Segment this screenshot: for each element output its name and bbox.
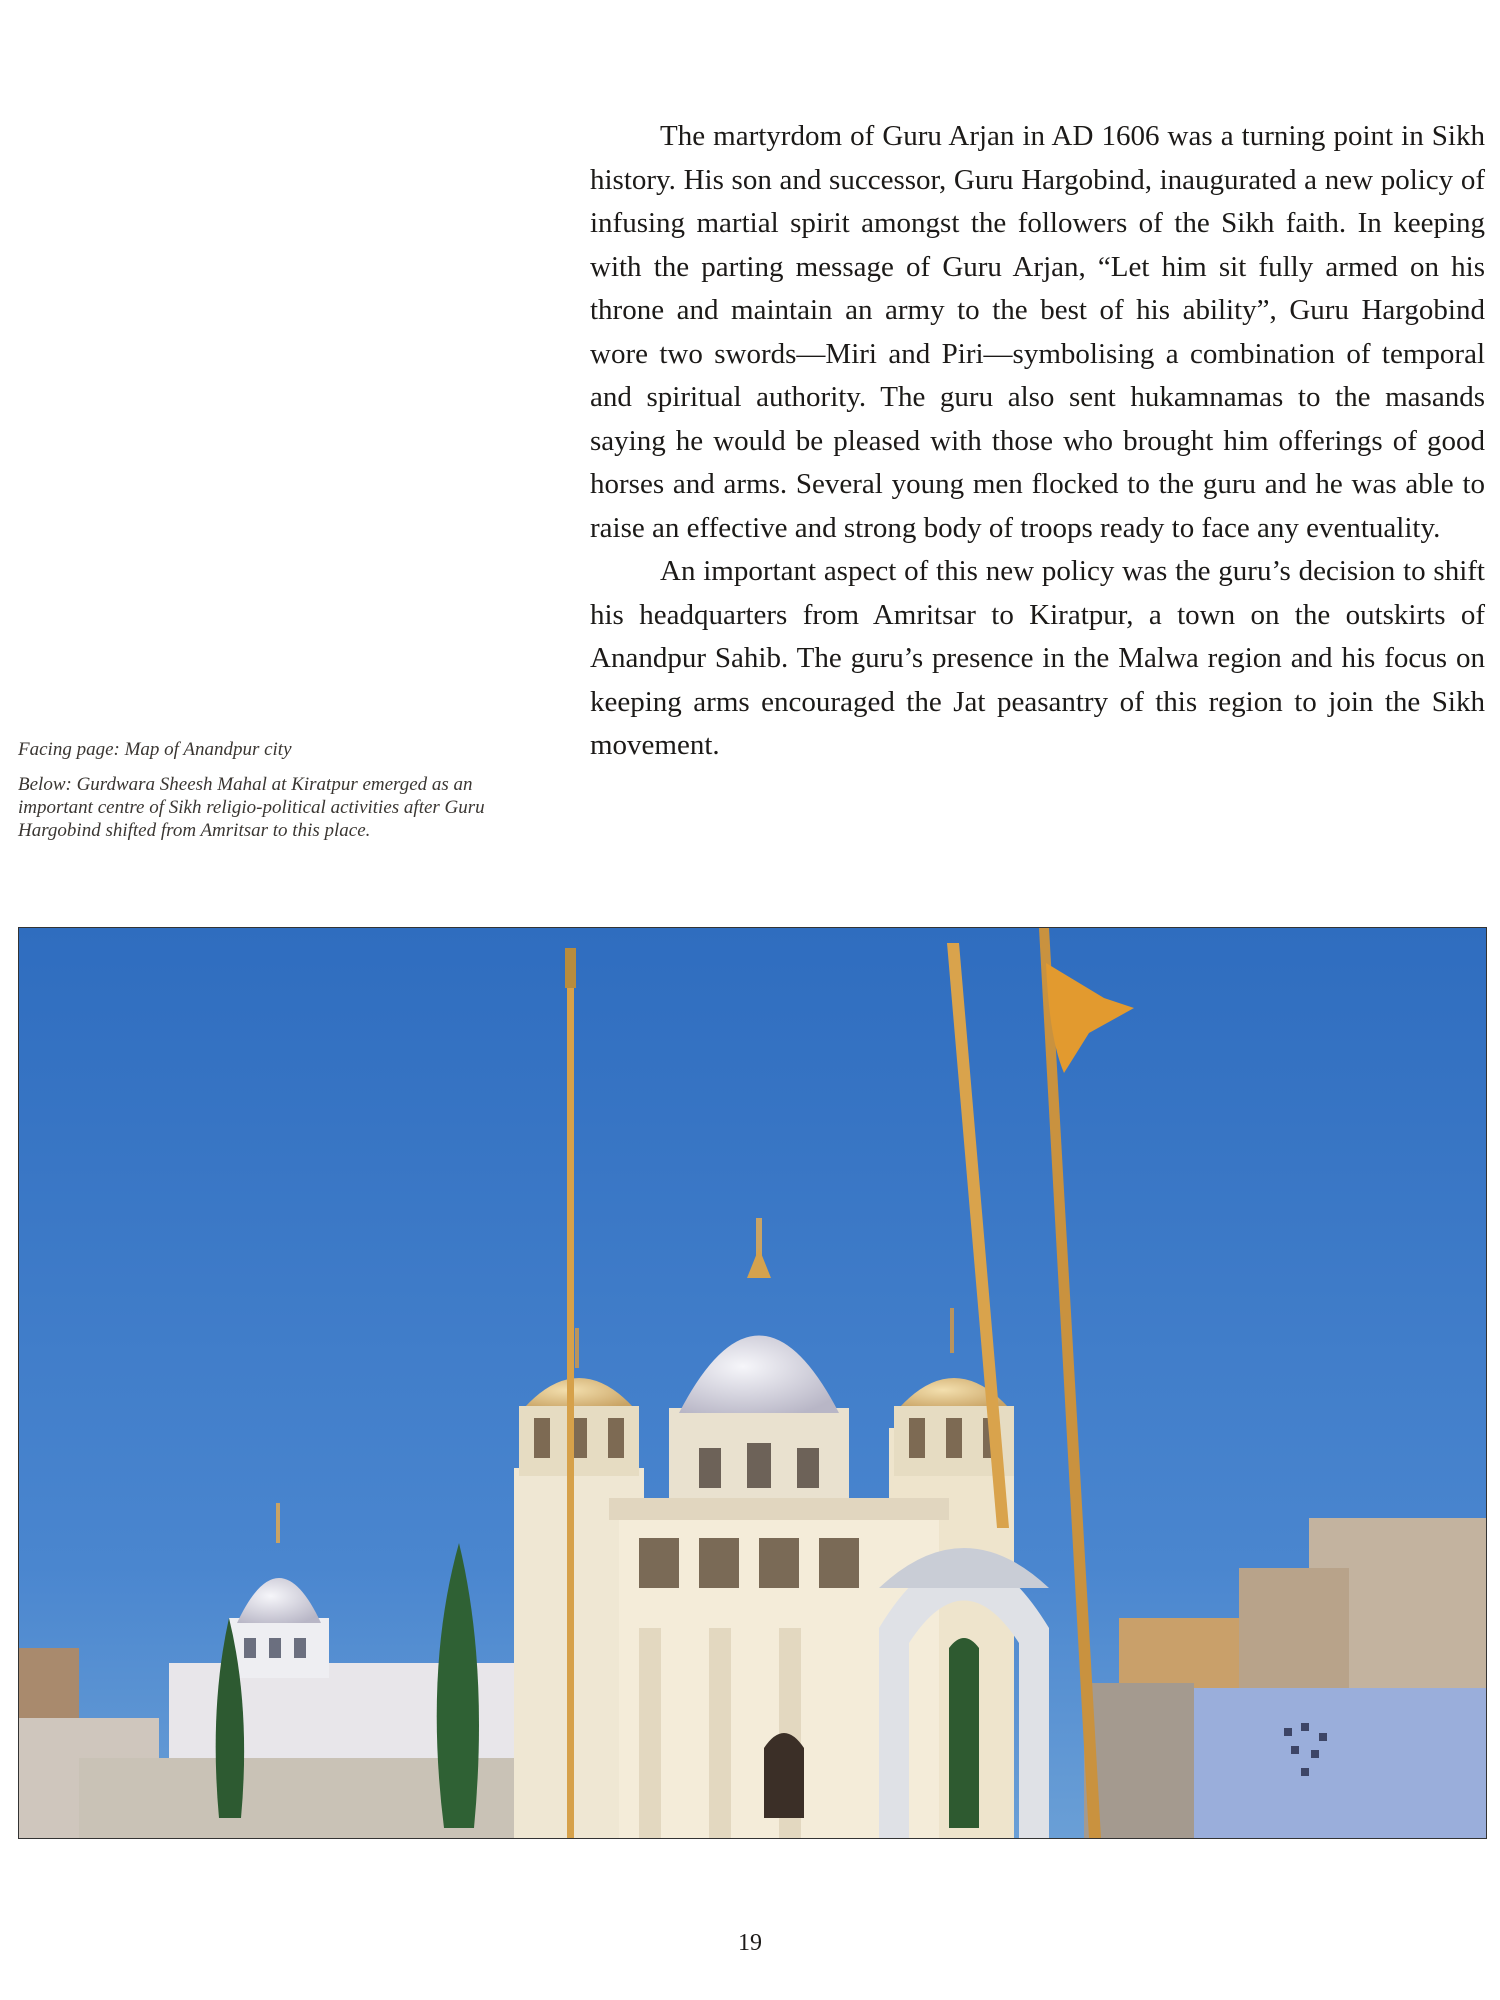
caption-block xyxy=(18,738,548,854)
caption-facing-page: Facing page: Map of Anandpur city xyxy=(18,739,292,760)
body-text xyxy=(590,115,1485,768)
caption-below: Below: Gurdwara Sheesh Mahal at Kiratpur emerged as an important centre of Sikh religio-political activities after Guru Hargobind shifted from Amritsar to this place. xyxy=(18,774,485,841)
paragraph-2: An important aspect of this new policy was the guru’s decision to shift his headquarters from Amritsar to Kiratpur, a town on the outskirts of Anandpur Sahib. The guru’s presence in the Malwa region and his focus on keeping arms encouraged the Jat peasantry of this region to join the Sikh movement. xyxy=(590,555,1485,761)
paragraph-1: The martyrdom of Guru Arjan in AD 1606 was a turning point in Sikh history. His son and successor, Guru Hargobind, inaugurated a new policy of infusing martial spirit amongst the followers of the Sikh faith. In keeping with the parting message of Guru Arjan, “Let him sit fully armed on his throne and maintain an army to the best of his ability”, Guru Hargobind wore two swords—Miri and Piri—symbolising a combination of temporal and spiritual authority. The guru also sent hukamnamas to the masands saying he would be pleased with those who brought him offerings of good horses and arms. Several young men flocked to the guru and he was able to raise an effective and strong body of troops ready to face any eventuality. xyxy=(590,120,1485,544)
gurdwara-photo xyxy=(18,927,1487,1839)
page-number: 19 xyxy=(738,1930,762,1956)
